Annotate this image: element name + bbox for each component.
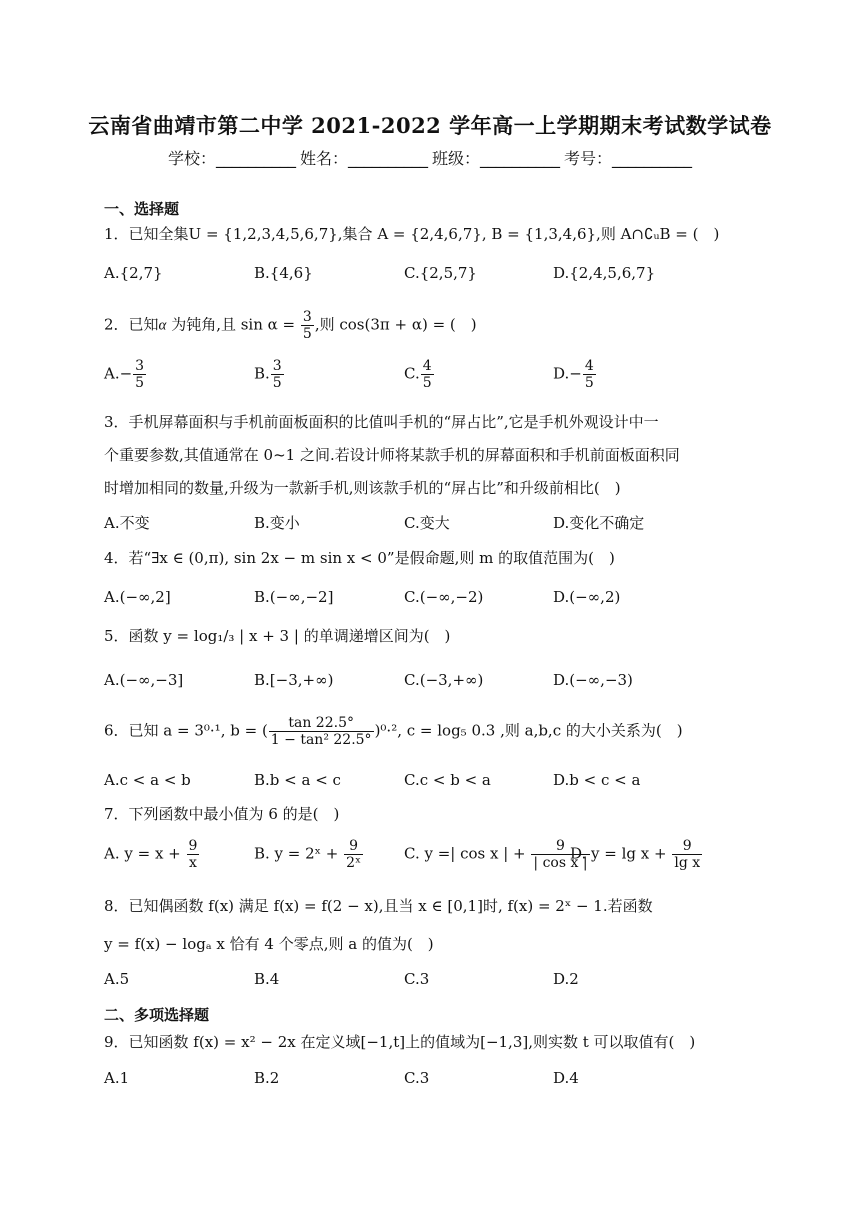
question-3-line-2: 个重要参数,其值通常在 0~1 之间.若设计师将某款手机的屏幕面积和手机前面板面积同: [104, 446, 680, 464]
question-8-line-1: 8．已知偶函数 f(x) 满足 f(x) = f(2 − x),且当 x ∈ [0,1]时, f(x) = 2ˣ − 1.若函数: [104, 897, 653, 915]
q2-stem-c: 为钝角,且 sin α =: [166, 315, 300, 334]
q2-option-d-label: D.−: [553, 364, 582, 383]
page-title: 云南省曲靖市第二中学 2021-2022 学年高一上学期期末考试数学试卷: [88, 113, 772, 138]
q2-option-a-label: A.−: [104, 364, 133, 383]
q2-option-c-den: 5: [422, 375, 432, 391]
q4-option-d: D.(−∞,2): [553, 588, 621, 606]
q1-option-d: D.{2,4,5,6,7}: [553, 264, 656, 282]
q3-option-c: C.变大: [404, 514, 450, 532]
question-7-stem: 7．下列函数中最小值为 6 的是( ): [104, 805, 340, 823]
q4-option-b: B.(−∞,−2]: [254, 588, 334, 606]
q3-option-d: D.变化不确定: [553, 514, 645, 532]
q4-option-a: A.(−∞,2]: [104, 588, 171, 606]
q7-option-a-den: x: [189, 855, 197, 871]
q2-option-d: [553, 358, 597, 391]
q7-option-b-label: B. y = 2ˣ +: [254, 844, 344, 863]
q7-option-a-label: A. y = x +: [104, 844, 186, 863]
exam-number-field: 考号：__________: [564, 149, 693, 168]
q8-option-b: B.4: [254, 970, 280, 988]
q6-fraction-numerator: tan 22.5°: [269, 715, 374, 732]
q2-option-a-num: 3: [135, 358, 145, 374]
q6-stem-b: )⁰·², c = log₅ 0.3 ,则 a,b,c 的大小关系为( ): [374, 721, 683, 740]
question-3-line-1: 3．手机屏幕面积与手机前面板面积的比值叫手机的“屏占比”,它是手机外观设计中一: [104, 413, 659, 431]
q7-option-d-label: D. y = lg x +: [570, 844, 672, 863]
q7-option-c-label: C. y =| cos x | +: [404, 844, 531, 863]
q7-option-d-num: 9: [672, 838, 702, 855]
q8-option-c: C.3: [404, 970, 430, 988]
q6-option-a: A.c < a < b: [104, 771, 191, 789]
q8-option-d: D.2: [553, 970, 579, 988]
q2-fraction: [301, 309, 314, 342]
question-2-stem: [104, 309, 764, 342]
question-5-stem: 5．函数 y = log₁/₃ | x + 3 | 的单调递增区间为( ): [104, 627, 451, 645]
q3-option-b: B.变小: [254, 514, 300, 532]
q7-option-a-num: 9: [188, 838, 198, 854]
q2-option-a: [104, 358, 147, 391]
question-9-stem: 9．已知函数 f(x) = x² − 2x 在定义域[−1,t]上的值域为[−1,3],则实数 t 可以取值有( ): [104, 1033, 696, 1051]
q6-fraction: [269, 715, 374, 748]
q6-option-b: B.b < a < c: [254, 771, 341, 789]
q7-option-a: [104, 838, 200, 871]
q2-option-d-den: 5: [584, 375, 594, 391]
class-field: 班级：__________: [432, 149, 561, 168]
student-info-line: [0, 146, 860, 169]
question-3-line-3: 时增加相同的数量,升级为一款新手机,则该款手机的“屏占比”和升级前相比( ): [104, 479, 621, 497]
q6-fraction-denominator: 1 − tan² 22.5°: [270, 732, 372, 748]
q2-stem-d: ,则 cos(3π + α) = ( ): [314, 315, 477, 334]
q2-option-c: [404, 358, 435, 391]
q9-option-c: C.3: [404, 1069, 430, 1087]
section-heading-multiple-choice: 二、多项选择题: [104, 1006, 210, 1024]
question-4-stem: 4．若“∃x ∈ (0,π), sin 2x − m sin x < 0”是假命题,则 m 的取值范围为( ): [104, 549, 615, 567]
q1-option-c: C.{2,5,7}: [404, 264, 477, 282]
q2-option-b-den: 5: [272, 375, 282, 391]
q2-option-a-den: 5: [135, 375, 145, 391]
q2-option-d-num: 4: [584, 358, 594, 374]
q8-option-a: A.5: [104, 970, 130, 988]
q5-option-c: C.(−3,+∞): [404, 671, 484, 689]
q7-option-c-num: 9: [531, 838, 589, 855]
q7-option-d: [570, 838, 703, 871]
q7-option-b-den: 2ˣ: [346, 855, 361, 871]
q9-option-a: A.1: [104, 1069, 130, 1087]
q2-option-b-num: 3: [272, 358, 282, 374]
q7-option-b-num: 9: [344, 838, 363, 855]
q6-option-d: D.b < c < a: [553, 771, 641, 789]
q1-option-b: B.{4,6}: [254, 264, 313, 282]
q2-option-b-label: B.: [254, 364, 270, 383]
q5-option-d: D.(−∞,−3): [553, 671, 633, 689]
q2-fraction-denominator: 5: [302, 326, 312, 342]
q4-option-c: C.(−∞,−2): [404, 588, 484, 606]
name-field: 姓名：__________: [299, 149, 428, 168]
q2-stem-a: 2．已知: [104, 315, 159, 334]
q5-option-a: A.(−∞,−3]: [104, 671, 184, 689]
q7-option-c: [404, 838, 591, 871]
q1-option-a: A.{2,7}: [104, 264, 163, 282]
q7-option-c-den: | cos x |: [533, 855, 588, 871]
question-8-line-2: y = f(x) − logₐ x 恰有 4 个零点,则 a 的值为( ): [104, 935, 434, 953]
school-field: 学校：__________: [167, 149, 296, 168]
q7-option-b: [254, 838, 364, 871]
q2-stem-alpha: α: [158, 317, 167, 334]
section-heading-single-choice: 一、选择题: [104, 200, 180, 218]
q2-option-c-label: C.: [404, 364, 420, 383]
q9-option-d: D.4: [553, 1069, 579, 1087]
q5-option-b: B.[−3,+∞): [254, 671, 334, 689]
q2-option-b: [254, 358, 285, 391]
question-6-stem: [104, 715, 764, 748]
q2-fraction-numerator: 3: [302, 309, 312, 325]
q6-option-c: C.c < b < a: [404, 771, 491, 789]
q2-option-c-num: 4: [422, 358, 432, 374]
q6-stem-a: 6．已知 a = 3⁰·¹, b = (: [104, 721, 268, 740]
question-1-stem: 1．已知全集U = {1,2,3,4,5,6,7},集合 A = {2,4,6,7}, B = {1,3,4,6},则 A∩∁ᵤB = ( ): [104, 225, 720, 243]
q9-option-b: B.2: [254, 1069, 280, 1087]
q3-option-a: A.不变: [104, 514, 150, 532]
q7-option-d-den: lg x: [674, 855, 701, 871]
